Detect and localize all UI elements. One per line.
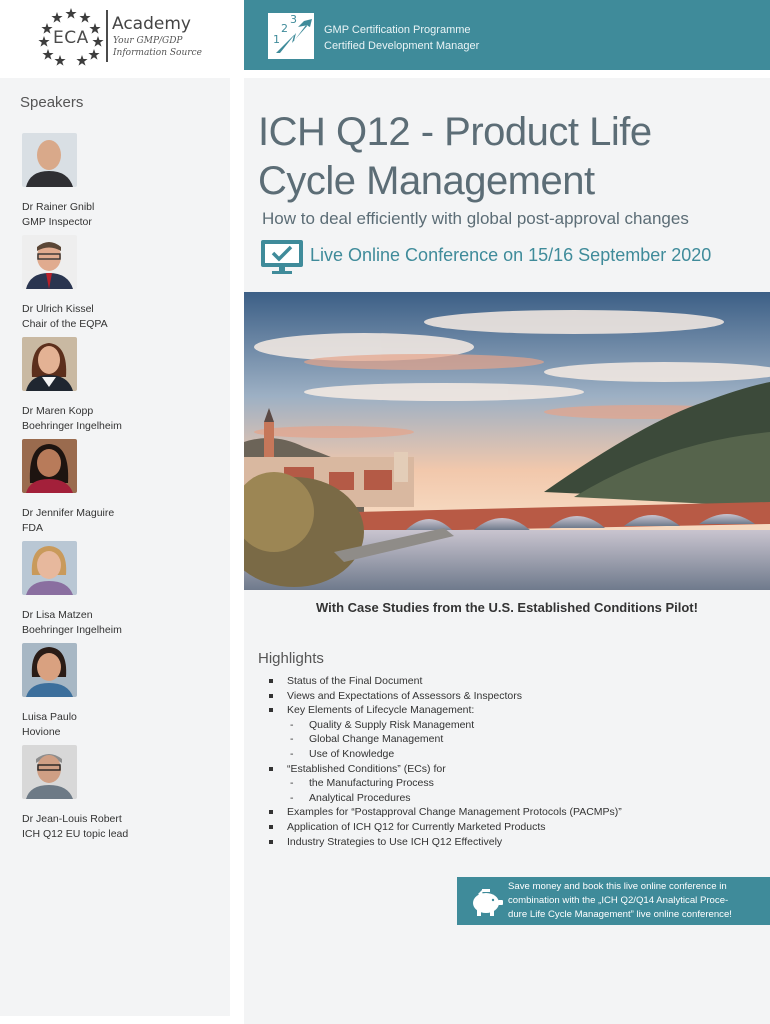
highlight-item: Industry Strategies to Use ICH Q12 Effectively [266,835,756,850]
highlight-subitem: - Use of Knowledge [266,747,756,762]
case-studies-banner: With Case Studies from the U.S. Established Conditions Pilot! [316,600,698,615]
heidelberg-bridge-photo [244,292,770,590]
logo-abbr: ECA [53,28,89,48]
speaker-card [22,133,222,230]
highlight-item: Views and Expectations of Assessors & Inspectors [266,689,756,704]
highlight-subitem: - the Manufacturing Process [266,776,756,791]
speaker-card [22,745,222,842]
speaker-photo [22,337,77,391]
speaker-role: FDA [22,522,43,534]
highlight-item: “Established Conditions” (ECs) for [266,762,756,777]
speaker-role: Boehringer Ingelheim [22,420,122,432]
programme-line1: GMP Certification Programme [324,24,471,36]
speaker-card [22,643,222,740]
speaker-photo [22,745,77,799]
logo-tagline-line2: Information Source [113,48,202,58]
speaker-card [22,337,222,434]
speaker-name: Dr Maren Kopp [22,405,94,417]
speaker-photo [22,133,77,187]
speaker-role: ICH Q12 EU topic lead [22,828,129,840]
speakers-heading: Speakers [20,94,84,111]
highlights-heading: Highlights [258,650,324,667]
speaker-role: Chair of the EQPA [22,318,108,330]
save-money-text [508,880,764,922]
logo-divider [106,10,108,62]
steps-1-2-3-icon [268,13,314,59]
speaker-photo [22,541,77,595]
speaker-name: Dr Lisa Matzen [22,609,93,621]
speaker-card [22,541,222,638]
speaker-name: Dr Jennifer Maguire [22,507,115,519]
speaker-photo [22,439,77,493]
highlight-subitem: - Analytical Procedures [266,791,756,806]
save-money-box [457,877,770,925]
highlight-subitem: - Global Change Management [266,732,756,747]
speaker-name: Dr Jean-Louis Robert [22,813,122,825]
piggy-bank-icon [467,882,505,920]
speaker-photo [22,643,77,697]
speaker-card [22,439,222,536]
speaker-name: Dr Ulrich Kissel [22,303,94,315]
live-conference-line [260,238,760,274]
speaker-name: Luisa Paulo [22,711,77,723]
speaker-card [22,235,222,332]
monitor-check-icon [260,238,304,276]
title-line1: ICH Q12 - Product Life [258,110,652,154]
speakers-sidebar [0,78,230,1016]
main-panel [244,78,770,1024]
step-digit-3: 3 [290,13,297,26]
programme-line2: Certified Development Manager [324,40,480,52]
programme-banner [244,0,770,70]
logo-name: Academy [112,14,191,34]
step-digit-1: 1 [273,33,280,46]
title-line2: Cycle Management [258,159,595,203]
highlight-item: Status of the Final Document [266,674,756,689]
save-line3: dure Life Cycle Management” live online conference! [508,909,732,920]
step-digit-2: 2 [281,22,288,35]
live-conference-date: Live Online Conference on 15/16 September 2020 [310,245,712,265]
highlight-item: Application of ICH Q12 for Currently Marketed Products [266,820,756,835]
speaker-role: Hovione [22,726,61,738]
highlights-list [266,674,756,849]
speaker-role: Boehringer Ingelheim [22,624,122,636]
highlight-subitem: - Quality & Supply Risk Management [266,718,756,733]
logo-tagline-line1: Your GMP/GDP [113,36,183,46]
highlight-item: Examples for “Postapproval Change Management Protocols (PACMPs)” [266,805,756,820]
highlight-item: Key Elements of Lifecycle Management: [266,703,756,718]
save-line1: Save money and book this live online conference in [508,881,727,892]
speaker-role: GMP Inspector [22,216,92,228]
speaker-photo [22,235,77,289]
page-title [258,108,758,206]
speaker-name: Dr Rainer Gnibl [22,201,95,213]
eca-academy-logo [36,6,236,68]
page-subtitle: How to deal efficiently with global post-approval changes [262,209,689,228]
save-line2: combination with the „ICH Q2/Q14 Analytical Proce- [508,895,729,906]
